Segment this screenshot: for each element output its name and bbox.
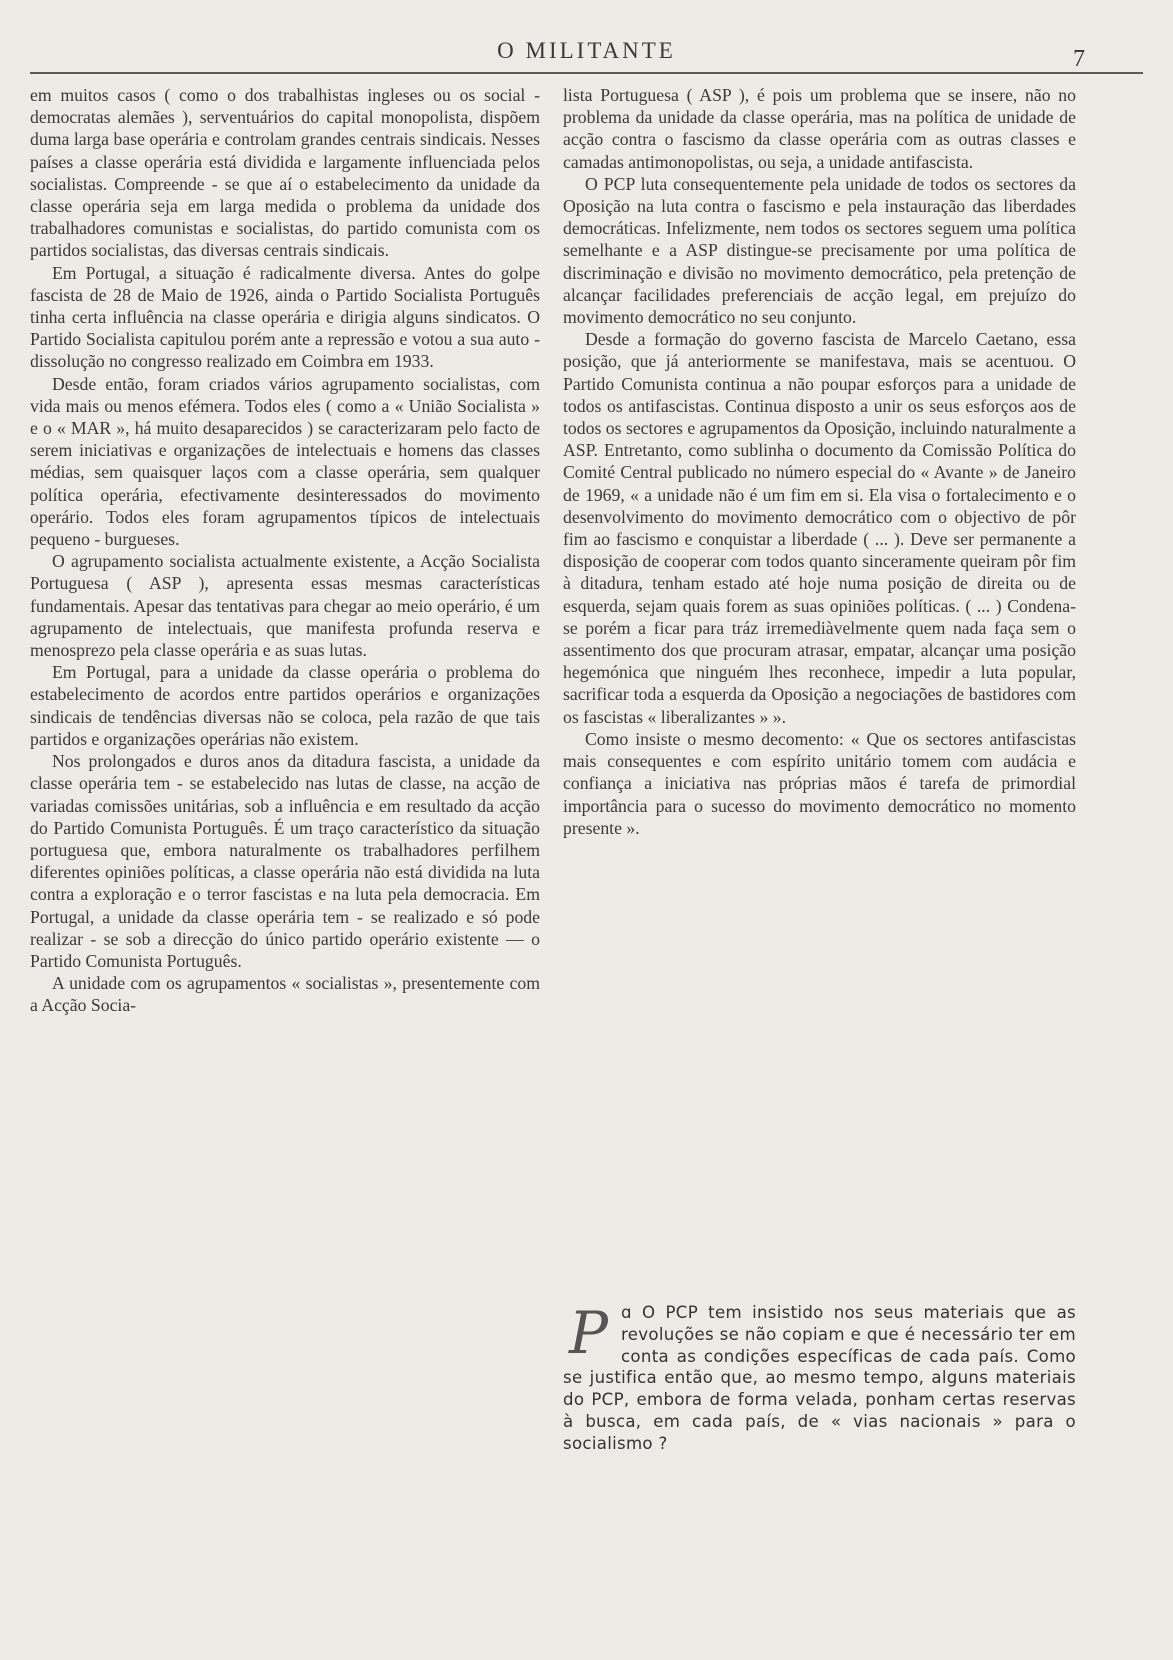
paragraph: Em Portugal, a situação é radicalmente diversa. Antes do golpe fascista de 28 de Maio de 1926, ainda o Partido Socialista Português tinha certa influência na classe operária e dirigia alguns sindicatos. O Partido Socialista capitulou porém ante a repressão e votou a sua auto - dissolução no congresso realizado em Coimbra em 1933. [30,262,540,372]
paragraph: Desde a formação do governo fascista de Marcelo Caetano, essa posição, que já anteriormente se manifestava, mais se acentuou. O Partido Comunista continua a não poupar esforços para a unidade de todos os antifascistas. Continua disposto a unir os seus esforços aos de todos os sectores e agrupamentos da Oposição, incluindo naturalmente a ASP. Entretanto, como sublinha o documento da Comissão Política do Comité Central publicado no número especial do « Avante » de Janeiro de 1969, « a unidade não é um fim em si. Ela visa o fortalecimento e o desenvolvimento do movimento democrático com o objectivo de pôr fim ao fascismo e conquistar a liberdade ( ... ). Deve ser permanente a disposição de cooperar com todos quanto sinceramente queiram pôr fim à ditadura, tenham estado até hoje numa posição de direita ou de esquerda, sejam quais forem as suas opiniões políticas. ( ... ) Condena-se porém a ficar para tráz irremediàvelmente quem nada faça sem o assentimento dos que procuram atrasar, empatar, alcançar uma posição hegemónica que ninguém lhes reconhece, impedir a luta popular, sacrificar toda a esquerda da Oposição a negociações de bastidores com os fascistas « liberalizantes » ». [563,329,1076,727]
paragraph: em muitos casos ( como o dos trabalhistas ingleses ou os social - democratas alemães ), serventuários do capital monopolista, dispõem duma larga base operária e controlam grandes centrais sindicais. Nesses países a classe operária está dividida e largamente influenciada pelos socialistas. Compreende - se que aí o estabelecimento da unidade da classe operária seja em larga medida o problema da unidade dos trabalhadores comunistas e socialistas, do partido comunista com os partidos socialistas, das diversas centrais sindicais. [30,85,540,261]
note-text: ɑ O PCP tem insistido nos seus materiais que as revoluções se não copiam e que é necessário ter em conta as condições específicas de cada país. Como se justifica então que, ao mesmo tempo, alguns materiais do PCP, embora de forma velada, ponham certas reservas à busca, em cada país, de « vias nacionais » para o socialismo ? [563,1303,1076,1453]
boxed-note [563,1299,1076,1502]
paragraph: Como insiste o mesmo decomento: « Que os sectores antifascistas mais consequentes e com espírito unitário tomem com audácia e confiança a iniciativa nas próprias mãos é tarefa de primordial importância para o sucesso do movimento democrático no momento presente ». [563,728,1076,838]
paragraph: Desde então, foram criados vários agrupamento socialistas, com vida mais ou menos efémera. Todos eles ( como a « União Socialista » e o « MAR », há muito desaparecidos ) se caracterizaram pelo facto de serem iniciativas e organizações de intelectuais e homens das classes médias, sem quaisquer laços com a classe operária, sem qualquer política operária, efectivamente desinteressados do movimento operário. Todos eles foram agrupamentos típicos de intelectuais pequeno - burgueses. [30,373,540,550]
paragraph: A unidade com os agrupamentos « socialistas », presentemente com a Acção Socia- [30,973,540,1016]
right-column [563,84,1076,839]
header-rule [30,72,1143,74]
drop-cap-spacer [563,1299,621,1367]
page-header [30,38,1143,78]
page-number: 7 [1073,46,1085,72]
left-column [30,84,540,1017]
paragraph: Em Portugal, para a unidade da classe operária o problema do estabelecimento de acordos entre partidos operários e organizações sindicais de tendências diversas não se coloca, pela razão de que tais partidos e organizações operárias não existem. [30,662,540,749]
drop-cap: P [569,1299,609,1367]
note-body [563,1299,1076,1455]
running-title: O MILITANTE [497,38,676,63]
paragraph: O PCP luta consequentemente pela unidade de todos os sectores da Oposição na luta contra o fascismo e pela instauração das liberdades democráticas. Infelizmente, nem todos os sectores seguem uma política semelhante e a ASP distingue-se precisamente por uma política de discriminação e divisão no movimento democrático, pela pretenção de alcançar facilidades preferenciais de acção legal, em prejuízo do movimento democrático no seu conjunto. [563,173,1076,328]
paragraph: lista Portuguesa ( ASP ), é pois um problema que se insere, não no problema da unidade da classe operária, mas na política de unidade de acção contra o fascismo da classe operária com as outras classes e camadas antimonopolistas, ou seja, a unidade antifascista. [563,85,1076,172]
paragraph: O agrupamento socialista actualmente existente, a Acção Socialista Portuguesa ( ASP ), apresenta essas mesmas características fundamentais. Apesar das tentativas para chegar ao meio operário, é um agrupamento de intelectuais, que manifesta profunda reserva e menosprezo pela classe operária e as suas lutas. [30,551,540,661]
paragraph: Nos prolongados e duros anos da ditadura fascista, a unidade da classe operária tem - se estabelecido nas lutas de classe, na acção de variadas comissões unitárias, sob a influência e em resultado da acção do Partido Comunista Português. É um traço característico da situação portuguesa que, embora naturalmente os trabalhadores perfilhem diferentes opiniões políticas, a classe operária não está dividida na luta contra a exploração e o terror fascistas e na luta pela democracia. Em Portugal, a unidade da classe operária tem - se realizado e só pode realizar - se sob a direcção do único partido operário existente — o Partido Comunista Português. [30,751,540,971]
